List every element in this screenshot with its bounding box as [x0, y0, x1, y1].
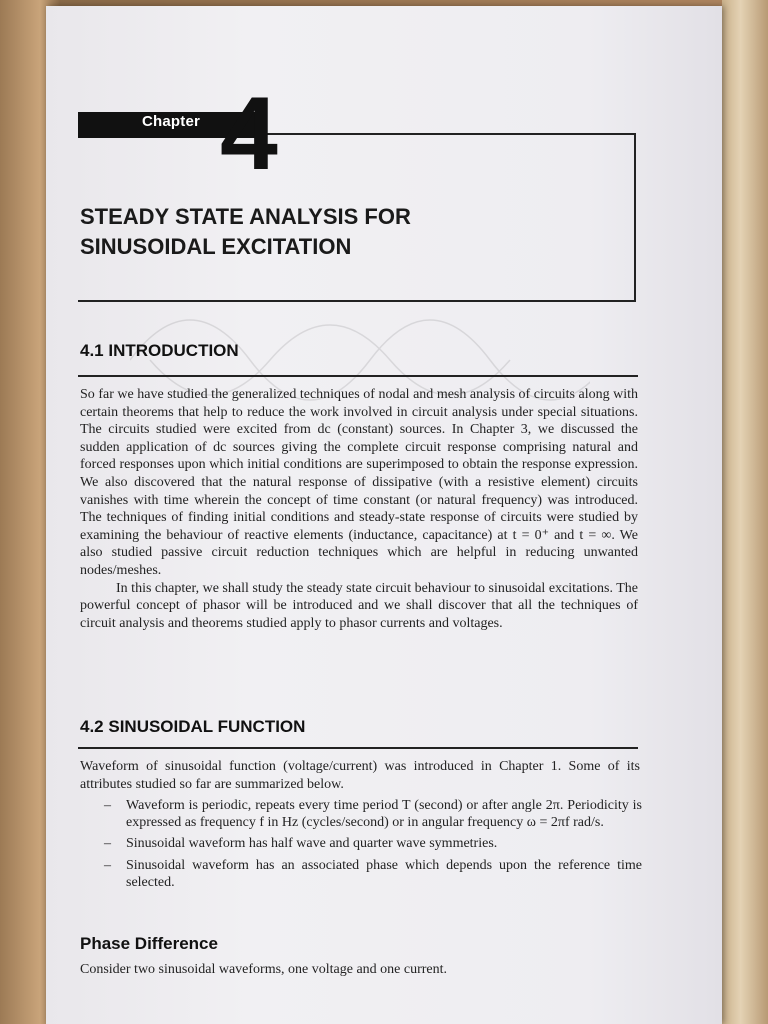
list-item-text: Sinusoidal waveform has an associated phase which depends upon the reference time selected. [126, 857, 642, 890]
dash-bullet-icon: – [104, 836, 111, 852]
list-item [104, 835, 642, 852]
dash-bullet-icon: – [104, 857, 111, 873]
chapter-number: 4 [220, 76, 278, 192]
paragraph: Consider two sinusoidal waveforms, one voltage and one current. [80, 962, 448, 977]
subheading-phase-difference: Phase Difference [80, 934, 218, 953]
list-item-text: Waveform is periodic, repeats every time period T (second) or after angle 2π. Periodicity is expressed as frequency f in Hz (cycles/second) or in angular frequency ω = 2πf rad/s. [126, 798, 642, 831]
paragraph: Waveform of sinusoidal function (voltage/current) was introduced in Chapter 1. Some of its attributes studied so far are summarized below. [80, 759, 640, 792]
paragraph: So far we have studied the generalized techniques of nodal and mesh analysis of circuits along with certain theorems that help to reduce the work involved in circuit analysis under special situations. The circuits studied were excited from dc (constant) sources. In Chapter 3, we discussed the sudden application of dc sources giving the complete circuit response comprising natural and forced responses upon which initial conditions are superimposed to obtain the response expression. We also discovered that the natural response of dissipative (with a resistive element) circuits vanishes with time wherein the concept of time constant (or natural frequency) was introduced. The techniques of finding initial conditions and steady-state response of circuits were studied by examining the behaviour of reactive elements (inductance, capacitance) at t = 0⁺ and t = ∞. We also studied passive circuit reduction techniques which are helpful in reducing unwanted nodes/meshes. [80, 387, 638, 578]
section-heading-sinusoidal-function: 4.2 SINUSOIDAL FUNCTION [80, 717, 306, 736]
list-item [104, 857, 642, 891]
list-item-text: Sinusoidal waveform has half wave and quarter wave symmetries. [126, 836, 498, 852]
attribute-list [104, 797, 642, 895]
section-rule [78, 747, 638, 749]
section-rule [78, 375, 638, 377]
section-introduction-body [80, 386, 638, 632]
list-item [104, 797, 642, 831]
chapter-label: Chapter [142, 113, 201, 130]
book-edge [722, 0, 768, 1024]
section-sinusoidal-intro [80, 758, 640, 793]
paragraph: In this chapter, we shall study the steady state circuit behaviour to sinusoidal excitations. The powerful concept of phasor will be introduced and we shall discover that all the techniques of circuit analysis and theorems studied apply to phasor currents and voltages. [80, 580, 638, 631]
dash-bullet-icon: – [104, 798, 111, 813]
chapter-title: STEADY STATE ANALYSIS FOR SINUSOIDAL EXCITATION [80, 204, 411, 259]
section-heading-introduction: 4.1 INTRODUCTION [80, 341, 239, 360]
